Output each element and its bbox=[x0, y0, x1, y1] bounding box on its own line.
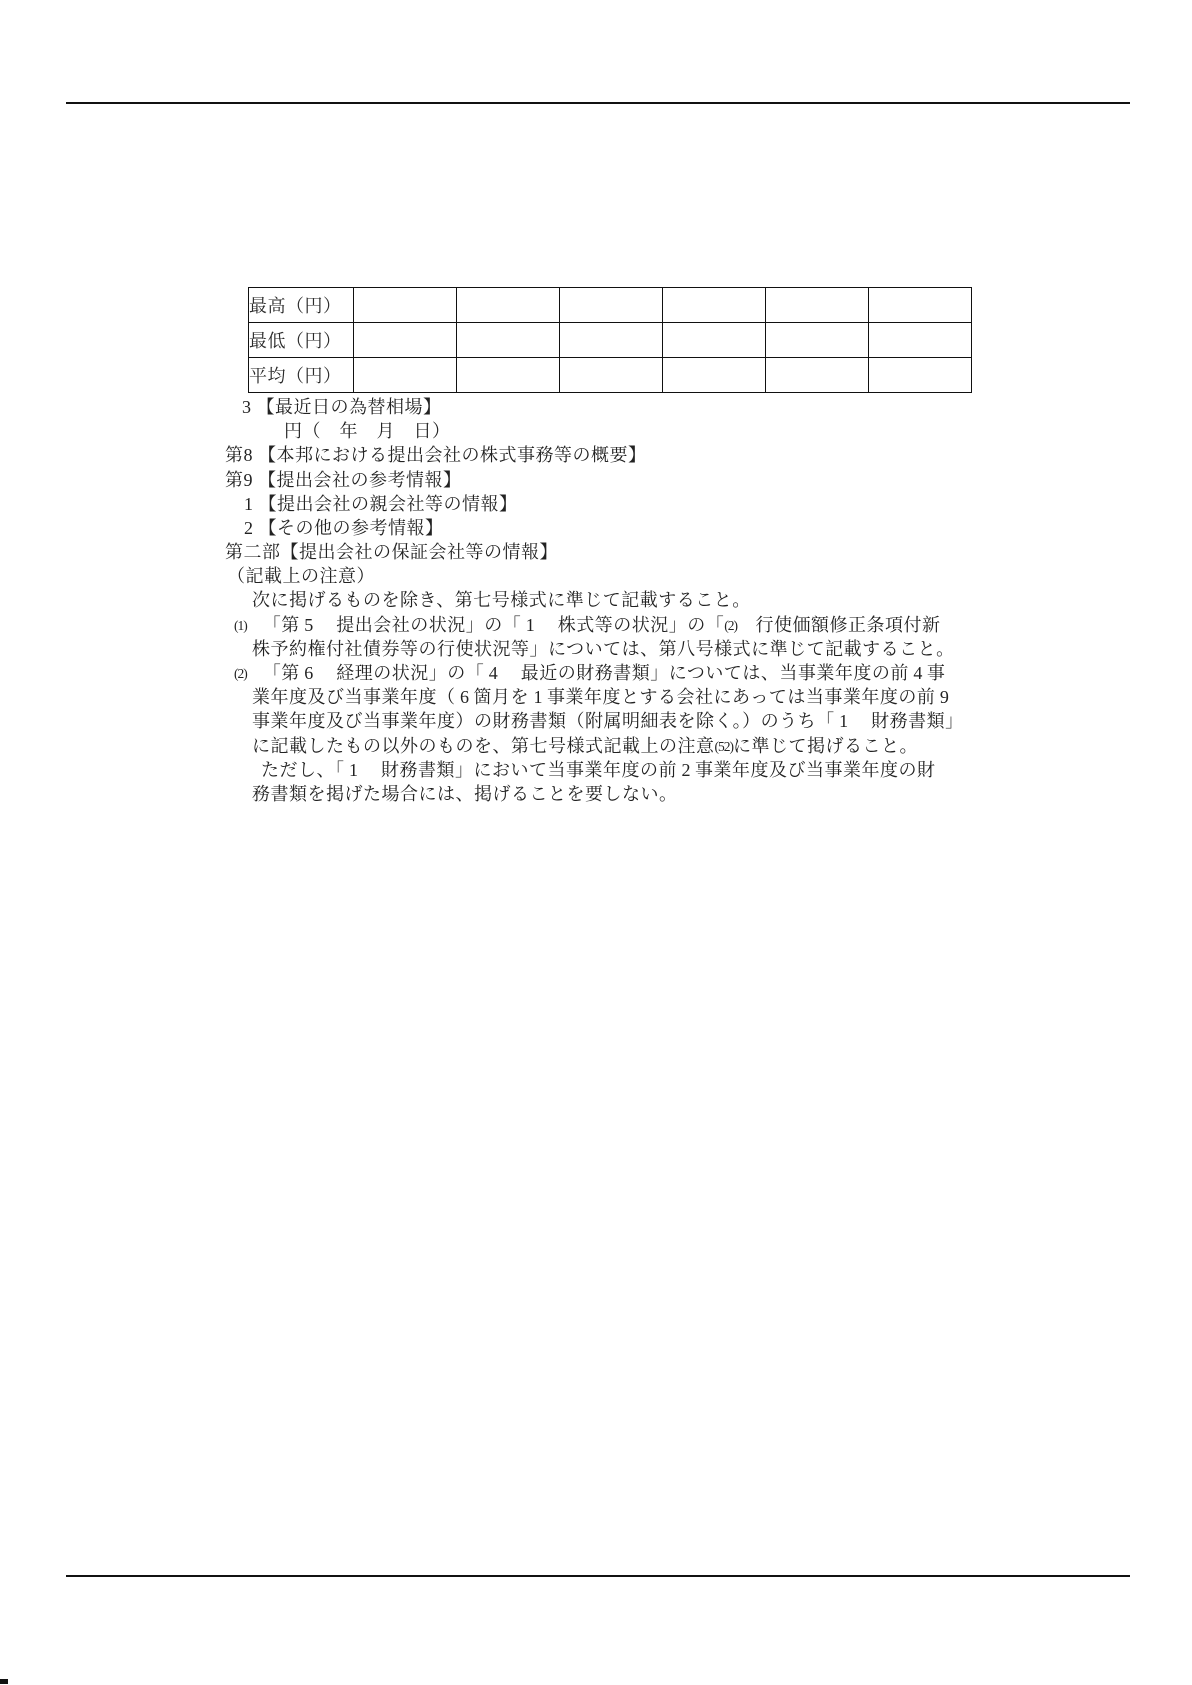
table-cell bbox=[457, 323, 560, 358]
inline-note-number-52: (52) bbox=[714, 739, 733, 754]
header-rule bbox=[66, 102, 1130, 104]
note-item-2-line-4: に記載したもの以外のものを、第七号様式記載上の注意(52)に準じて掲げること。 bbox=[252, 734, 918, 758]
table-cell bbox=[354, 358, 457, 393]
table-cell bbox=[457, 358, 560, 393]
note-item-2-line-1: (2) 「第 6 経理の状況」の「 4 最近の財務書類」については、当事業年度の前 4 事 bbox=[234, 661, 945, 685]
heading-section-9-1: 1 【提出会社の親会社等の情報】 bbox=[244, 494, 518, 514]
heading-section-8: 第8 【本邦における提出会社の株式事務等の概要】 bbox=[225, 445, 647, 465]
heading-notes-on-entry: （記載上の注意） bbox=[227, 566, 375, 586]
table-cell bbox=[457, 288, 560, 323]
heading-part-2: 第二部【提出会社の保証会社等の情報】 bbox=[225, 542, 558, 562]
table-cell bbox=[560, 358, 663, 393]
exchange-rate-table bbox=[248, 287, 972, 393]
line-yen-date-placeholder: 円（ 年 月 日） bbox=[284, 421, 451, 441]
note-intro-line: 次に掲げるものを除き、第七号様式に準じて記載すること。 bbox=[252, 590, 751, 610]
table-cell bbox=[560, 323, 663, 358]
row-label-low: 最低（円） bbox=[249, 323, 354, 358]
table-cell bbox=[766, 288, 869, 323]
table-cell bbox=[663, 288, 766, 323]
table-row-low bbox=[249, 323, 972, 358]
note-item-2-line-5: ただし、「 1 財務書類」において当事業年度の前 2 事業年度及び当事業年度の財 bbox=[261, 760, 936, 780]
note-item-2-line-2: 業年度及び当事業年度（ 6 箇月を 1 事業年度とする会社にあっては当事業年度の前 9 bbox=[252, 687, 949, 707]
note-item-2-line-3: 事業年度及び当事業年度）の財務書類（附属明細表を除く。）のうち「 1 財務書類」 bbox=[252, 711, 964, 731]
table-cell bbox=[869, 358, 972, 393]
heading-section-9: 第9 【提出会社の参考情報】 bbox=[225, 470, 462, 490]
table-row-average bbox=[249, 358, 972, 393]
table-cell bbox=[663, 358, 766, 393]
footer-rule bbox=[66, 1575, 1130, 1577]
table-cell bbox=[869, 323, 972, 358]
note-item-1-line-1: (1) 「第 5 提出会社の状況」の「 1 株式等の状況」の「(2) 行使価額修正条項付新 bbox=[234, 613, 941, 637]
table-cell bbox=[354, 288, 457, 323]
note-item-2-line-6: 務書類を掲げた場合には、掲げることを要しない。 bbox=[252, 784, 678, 804]
inline-item-number-2: (2) bbox=[724, 618, 737, 633]
table-cell bbox=[869, 288, 972, 323]
table-cell bbox=[663, 323, 766, 358]
table-cell bbox=[560, 288, 663, 323]
item-number-2: (2) bbox=[234, 666, 247, 681]
scan-artifact bbox=[0, 1679, 8, 1684]
table-cell bbox=[766, 323, 869, 358]
item-number-1: (1) bbox=[234, 618, 247, 633]
table-cell bbox=[766, 358, 869, 393]
heading-recent-exchange-rate: 3 【最近日の為替相場】 bbox=[242, 397, 442, 417]
table-cell bbox=[354, 323, 457, 358]
note-item-1-line-2: 株予約権付社債券等の行使状況等」については、第八号様式に準じて記載すること。 bbox=[252, 639, 955, 659]
row-label-high: 最高（円） bbox=[249, 288, 354, 323]
heading-section-9-2: 2 【その他の参考情報】 bbox=[244, 518, 444, 538]
table-row-high bbox=[249, 288, 972, 323]
row-label-average: 平均（円） bbox=[249, 358, 354, 393]
